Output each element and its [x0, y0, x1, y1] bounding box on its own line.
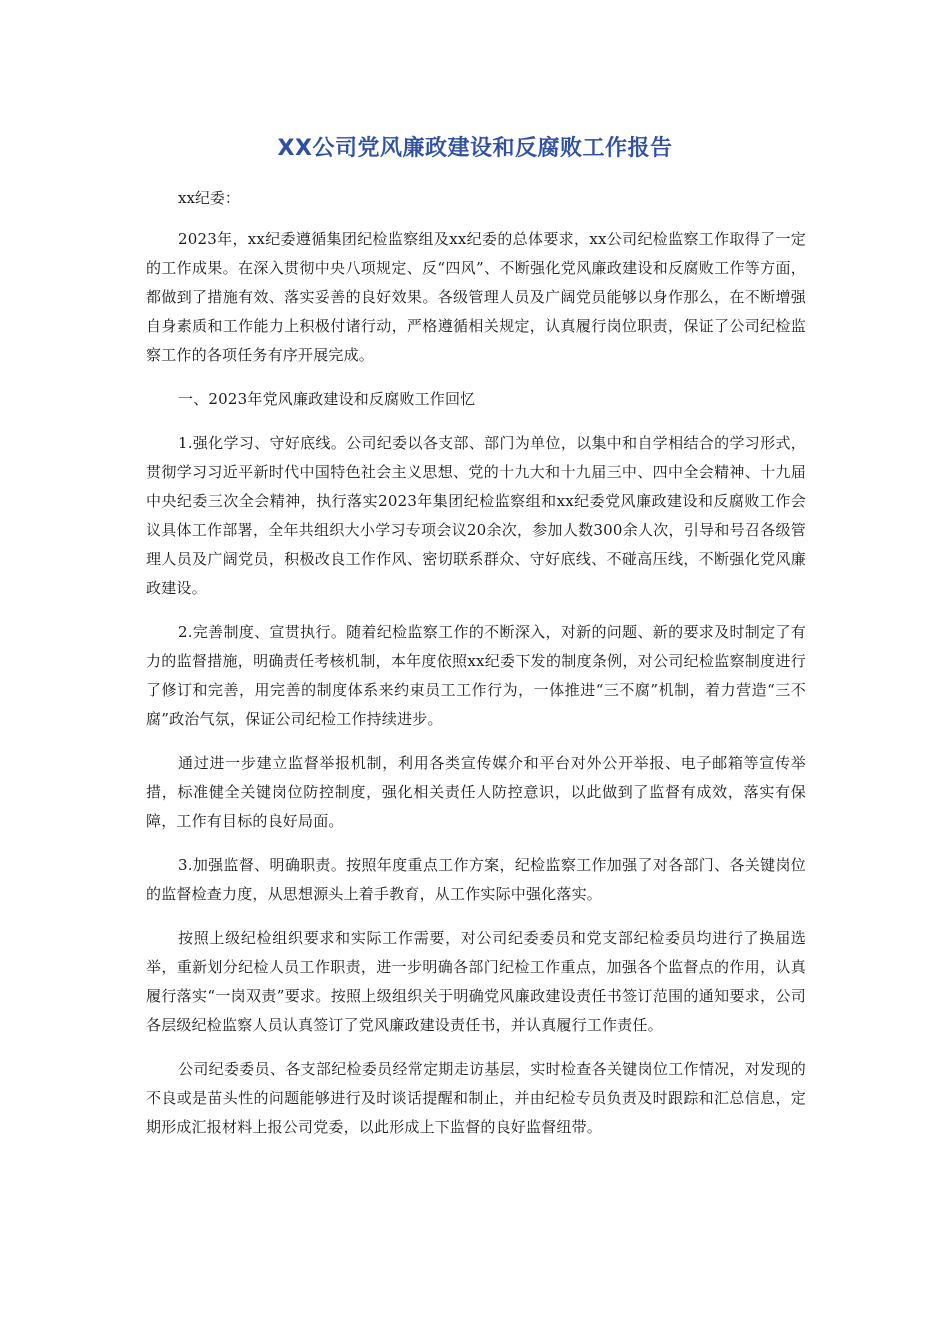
- paragraph-election: 按照上级纪检组织要求和实际工作需要，对公司纪委委员和党支部纪检委员均进行了换届选举，重新划分纪检人员工作职责，进一步明确各部门纪检工作重点，加强各个监督点的作用，认真履行落实“一岗双责”要求。按照上级组织关于明确党风廉政建设责任书签订范围的通知要求，公司各层级纪检监察人员认真签订了党风廉政建设责任书，并认真履行工作责任。: [146, 929, 806, 1034]
- document-title: XX公司党风廉政建设和反腐败工作报告: [277, 136, 673, 161]
- paragraph-supervision: 3.加强监督、明确职责。按照年度重点工作方案，纪检监察工作加强了对各部门、各关键岗位的监督检查力度，从思想源头上着手教育，从工作实际中强化落实。: [146, 856, 806, 903]
- paragraph-intro: 2023年，xx纪委遵循集团纪检监察组及xx纪委的总体要求，xx公司纪检监察工作取得了一定的工作成果。在深入贯彻中央八项规定、反“四风”、不断强化党风廉政建设和反腐败工作等方面，都做到了措施有效、落实妥善的良好效果。各级管理人员及广阔党员能够以身作那么，在不断增强自身素质和工作能力上积极付诸行动，严格遵循相关规定，认真履行岗位职责，保证了公司纪检监察工作的各项任务有序开展完成。: [146, 230, 806, 364]
- document-body: [146, 184, 806, 1157]
- paragraph-visits: 公司纪委委员、各支部纪检委员经常定期走访基层，实时检查各关键岗位工作情况，对发现的不良或是苗头性的问题能够进行及时谈话提醒和制止，并由纪检专员负责及时跟踪和汇总信息，定期形成汇报材料上报公司党委，以此形成上下监督的良好监督纽带。: [146, 1060, 806, 1136]
- paragraph-reporting: 通过进一步建立监督举报机制，利用各类宣传媒介和平台对外公开举报、电子邮箱等宣传举措，标准健全关键岗位防控制度，强化相关责任人防控意识，以此做到了监督有成效，落实有保障，工作有目标的良好局面。: [146, 754, 806, 830]
- paragraph-system: 2.完善制度、宣贯执行。随着纪检监察工作的不断深入，对新的问题、新的要求及时制定了有力的监督措施，明确责任考核机制，本年度依照xx纪委下发的制度条例，对公司纪检监察制度进行了修订和完善，用完善的制度体系来约束员工工作行为，一体推进“三不腐”机制，着力营造“三不腐”政治气氛，保证公司纪检工作持续进步。: [146, 623, 806, 728]
- section-heading-1: 一、2023年党风廉政建设和反腐败工作回忆: [178, 390, 476, 408]
- salutation: xx纪委：: [178, 189, 240, 207]
- paragraph-study: 1.强化学习、守好底线。公司纪委以各支部、部门为单位，以集中和自学相结合的学习形式，贯彻学习习近平新时代中国特色社会主义思想、党的十九大和十九届三中、四中全会精神、十九届中央纪委三次全会精神，执行落实2023年集团纪检监察组和xx纪委党风廉政建设和反腐败工作会议具体工作部署，全年共组织大小学习专项会议20余次，参加人数300余人次，引导和号召各级管理人员及广阔党员，积极改良工作作风、密切联系群众、守好底线、不碰高压线，不断强化党风廉政建设。: [146, 434, 806, 597]
